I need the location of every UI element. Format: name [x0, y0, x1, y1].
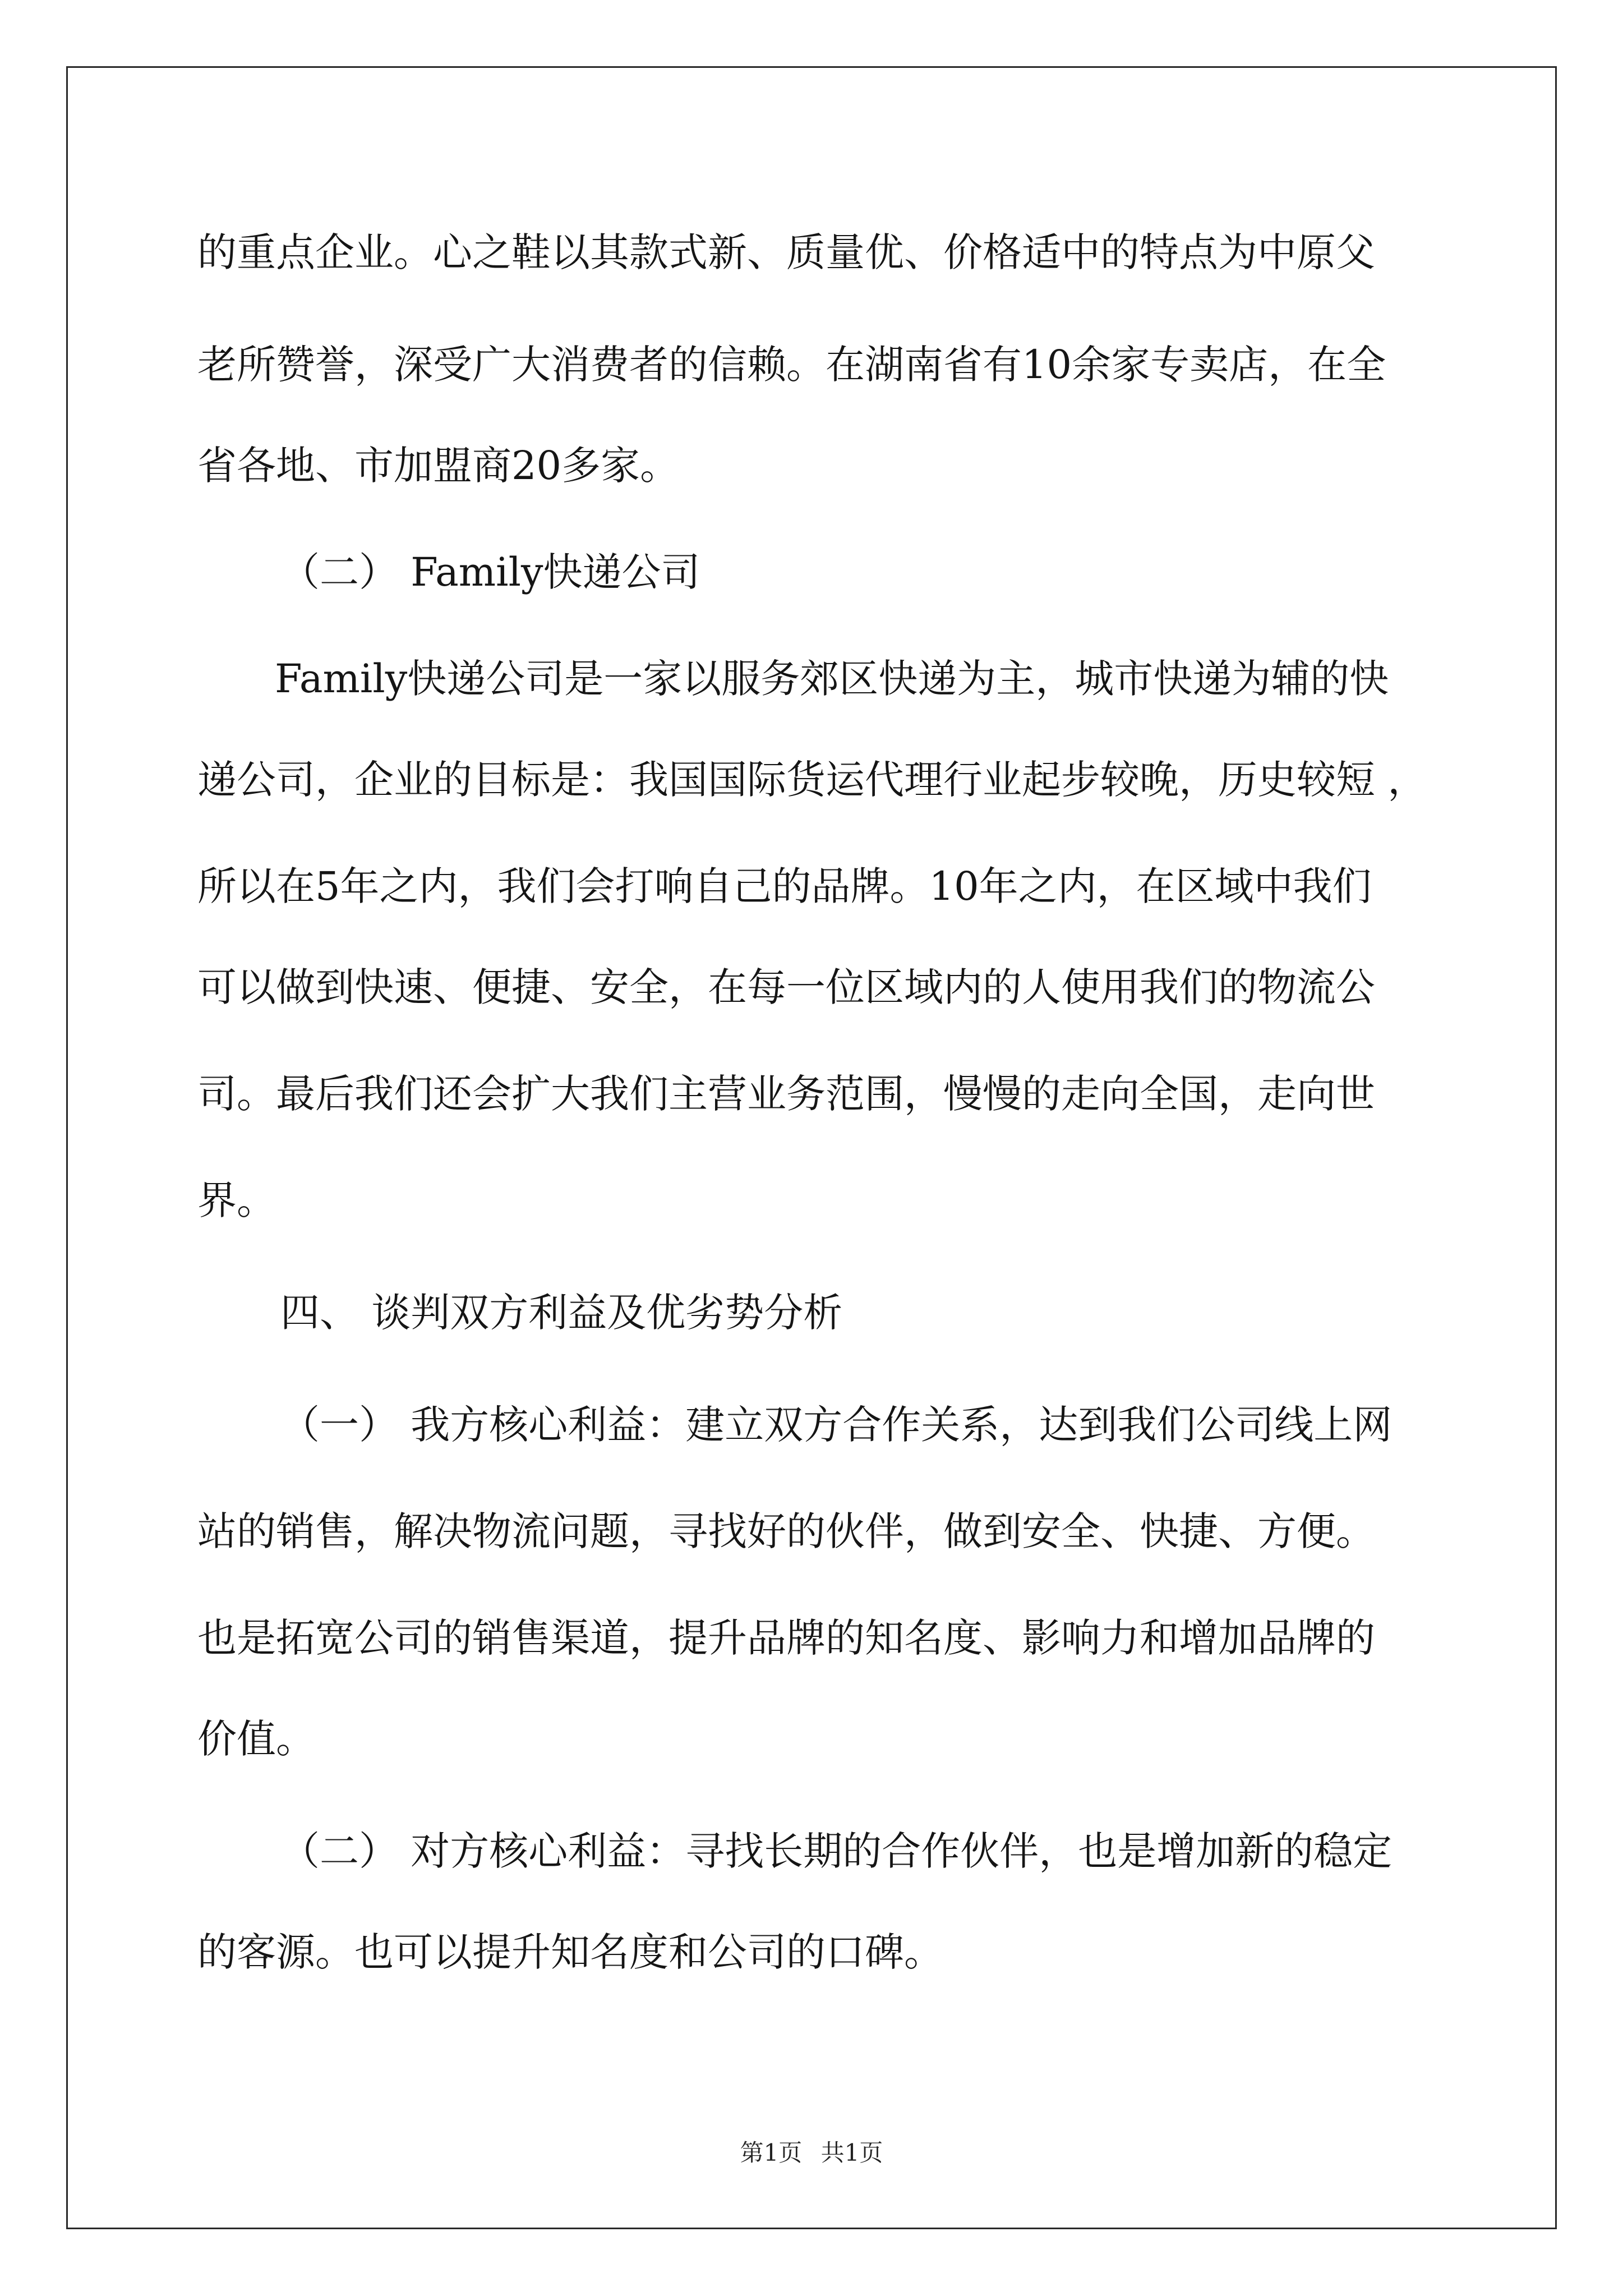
page-total: 共1页 — [820, 2139, 883, 2166]
body-line-17: 的客源。也可以提升知名度和公司的口碑。 — [197, 1929, 943, 1975]
body-line-5: Family快递公司是一家以服务郊区快递为主，城市快递为辅的快 — [275, 656, 1389, 702]
body-line-9: 司。最后我们还会扩大我们主营业务范围，慢慢的走向全国，走向世 — [197, 1071, 1375, 1117]
body-line-6: 递公司，企业的目标是：我国国际货运代理行业起步较晚，历史较短 ， — [197, 757, 1427, 803]
body-line-7: 所以在5年之内，我们会打响自己的品牌。10年之内，在区域中我们 — [197, 863, 1372, 909]
body-line-2: 老所赞誉，深受广大消费者的信赖。在湖南省有10余家专卖店，在全 — [197, 342, 1386, 388]
body-line-16: （二） 对方核心利益：寻找长期的合作伙伴，也是增加新的稳定 — [280, 1828, 1393, 1874]
body-line-13: 站的销售，解决物流问题，寻找好的伙伴，做到安全、快捷、方便。 — [197, 1508, 1375, 1554]
section-heading-interests: 四、 谈判双方利益及优劣势分析 — [280, 1290, 843, 1336]
body-line-1: 的重点企业。心之鞋以其款式新、质量优、价格适中的特点为中原父 — [197, 229, 1375, 275]
body-line-12: （一） 我方核心利益：建立双方合作关系，达到我们公司线上网 — [280, 1402, 1393, 1448]
page-number: 第1页 — [740, 2139, 803, 2166]
body-line-14: 也是拓宽公司的销售渠道，提升品牌的知名度、影响力和增加品牌的 — [197, 1615, 1375, 1661]
body-line-15: 价值。 — [197, 1716, 315, 1762]
body-line-3: 省各地、市加盟商20多家。 — [197, 443, 680, 489]
section-heading-family: （二） Family快递公司 — [280, 549, 700, 595]
page-footer — [0, 2134, 1623, 2168]
body-line-10: 界。 — [197, 1177, 276, 1223]
body-line-8: 可以做到快速、便捷、安全，在每一位区域内的人使用我们的物流公 — [197, 964, 1375, 1010]
